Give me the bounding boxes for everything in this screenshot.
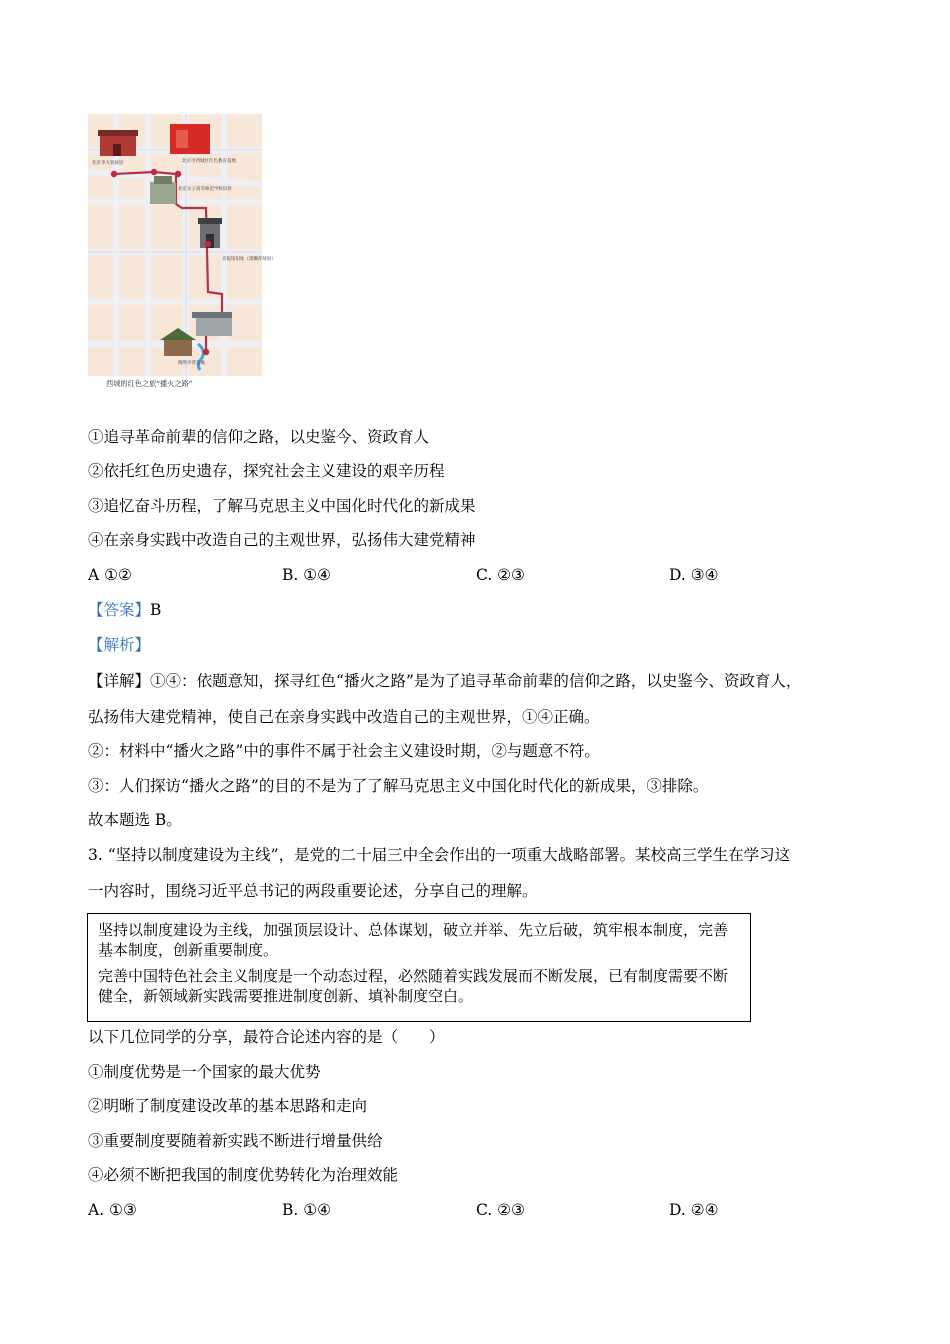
map-label-top-left: 北京李大钊故居: [92, 161, 124, 166]
map-label-bottom-left: 陶然亭慈悲庵: [178, 361, 205, 366]
q3-item-2: ②明晰了制度建设改革的基本思路和走向: [88, 1097, 368, 1115]
q2-detail-4: ③：人们探访“播火之路”的目的不是为了了解马克思主义中国化时代化的新成果，③排除。: [88, 777, 709, 795]
q3-stem-1: 3. “坚持以制度建设为主线”，是党的二十届三中全会作出的一项重大战略部署。某校高三学生在学习这: [88, 846, 791, 864]
q2-item-4: ④在亲身实践中改造自己的主观世界，弘扬伟大建党精神: [88, 531, 476, 549]
q2-answer: [88, 600, 161, 620]
q3-stem-2: 一内容时，围绕习近平总书记的两段重要论述，分享自己的理解。: [88, 882, 538, 900]
map-caption: 西城的红色之旅“播火之路”: [106, 379, 193, 388]
answer-value: B: [150, 601, 162, 619]
q2-detail-1: [88, 671, 801, 691]
q2-option-b: B. ①④: [282, 566, 332, 584]
q3-item-1: ①制度优势是一个国家的最大优势: [88, 1063, 321, 1081]
q3-item-3: ③重要制度要随着新实践不断进行增量供给: [88, 1132, 383, 1150]
q2-item-1: ①追寻革命前辈的信仰之路，以史鉴今、资政育人: [88, 428, 430, 446]
map-label-middle: 北京女子高等师范学校旧址: [178, 187, 232, 192]
analysis-label: 【解析】: [88, 636, 151, 654]
detail-label: 【详解】: [88, 672, 151, 690]
quote-paragraph-2: 完善中国特色社会主义制度是一个动态过程，必然随着实践发展而不断发展，已有制度需要不断健全，新领域新实践需要推进制度创新、填补制度空白。: [98, 967, 729, 1005]
q2-detail-2: 弘扬伟大建党精神，使自己在亲身实践中改造自己的主观世界，①④正确。: [88, 708, 600, 726]
q3-option-d: D. ②④: [669, 1201, 719, 1219]
q3-question: 以下几位同学的分享，最符合论述内容的是（ ）: [88, 1028, 445, 1046]
route-map-image: [86, 112, 276, 394]
q3-item-4: ④必须不断把我国的制度优势转化为治理效能: [88, 1166, 399, 1184]
quote-box: [87, 913, 751, 1022]
q3-option-b: B. ①④: [282, 1201, 332, 1219]
q2-detail-5: 故本题选 B。: [88, 811, 182, 829]
q3-option-a: A. ①③: [88, 1201, 137, 1219]
q2-option-a: A ①②: [88, 566, 132, 584]
q2-item-3: ③追忆奋斗历程，了解马克思主义中国化时代化的新成果: [88, 497, 476, 515]
building-icon-top-right: [170, 124, 210, 154]
quote-paragraph-1: 坚持以制度建设为主线，加强顶层设计、总体谋划，破立并举、先立后破，筑牢根本制度，完善基本制度，创新重要制度。: [98, 921, 729, 959]
building-icon-top-left: [98, 130, 138, 156]
answer-label: 【答案】: [88, 601, 151, 619]
building-icon-bottom-right: [192, 312, 232, 336]
map-label-top-right: 北京市西城区红色教育基地: [182, 159, 236, 164]
q2-option-c: C. ②③: [476, 566, 525, 584]
q2-option-d: D. ③④: [669, 566, 719, 584]
detail-text-1: ①④：依题意知，探寻红色“播火之路”是为了追寻革命前辈的信仰之路，以史鉴今、资政育人，: [150, 672, 802, 690]
q2-detail-3: ②：材料中“播火之路”中的事件不属于社会主义建设时期，②与题意不符。: [88, 742, 600, 760]
q3-option-c: C. ②③: [476, 1201, 525, 1219]
map-label-right: 京报馆旧址（邵飘萍故居）: [222, 257, 276, 262]
q2-item-2: ②依托红色历史遗存，探究社会主义建设的艰辛历程: [88, 462, 445, 480]
